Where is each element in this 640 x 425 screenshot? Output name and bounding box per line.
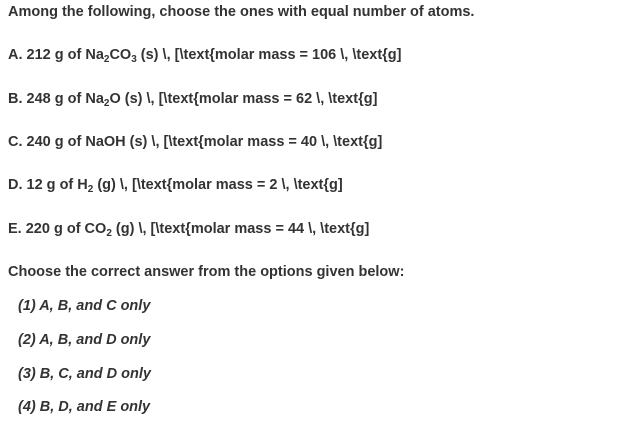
statement-a <box>8 47 402 63</box>
statement-d-subscript-1: 2 <box>87 184 94 195</box>
statement-b <box>8 91 377 107</box>
statement-a-subscript-2: 3 <box>131 54 137 65</box>
statement-d-mid: (g) \, [\text{molar mass = 2 \, \text{g] <box>93 177 343 193</box>
question-text: Among the following, choose the ones with equal number of atoms. <box>8 4 475 20</box>
answer-choice-2[interactable]: (2) A, B, and D only <box>18 332 151 348</box>
statement-b-subscript-1: 2 <box>103 98 110 109</box>
statement-c-text: C. 240 g of NaOH (s) \, [\text{molar mass = 40 \, \text{g] <box>8 134 383 150</box>
statement-d <box>8 177 343 193</box>
statement-b-mid: O (s) \, [\text{molar mass = 62 \, \text{g] <box>109 91 378 107</box>
statement-e-mid: (g) \, [\text{molar mass = 44 \, \text{g] <box>111 221 370 237</box>
statement-c <box>8 134 382 150</box>
statement-a-subscript-1: 2 <box>103 54 110 65</box>
statement-a-suffix: (s) \, [\text{molar mass = 106 \, \text{g] <box>136 47 402 63</box>
statement-b-prefix: B. 248 g of Na <box>8 91 104 107</box>
statement-e-prefix: E. 220 g of CO <box>8 221 107 237</box>
statement-e-subscript-1: 2 <box>106 228 112 239</box>
answer-prompt: Choose the correct answer from the options given below: <box>8 264 405 280</box>
answer-choice-4[interactable]: (4) B, D, and E only <box>18 399 151 415</box>
statement-e <box>8 221 369 237</box>
statement-a-mid: CO <box>109 47 132 63</box>
statement-d-prefix: D. 12 g of H <box>8 177 88 193</box>
answer-choice-1[interactable]: (1) A, B, and C only <box>18 298 151 314</box>
answer-choice-3[interactable]: (3) B, C, and D only <box>18 366 151 382</box>
statement-a-prefix: A. 212 g of Na <box>8 47 104 63</box>
